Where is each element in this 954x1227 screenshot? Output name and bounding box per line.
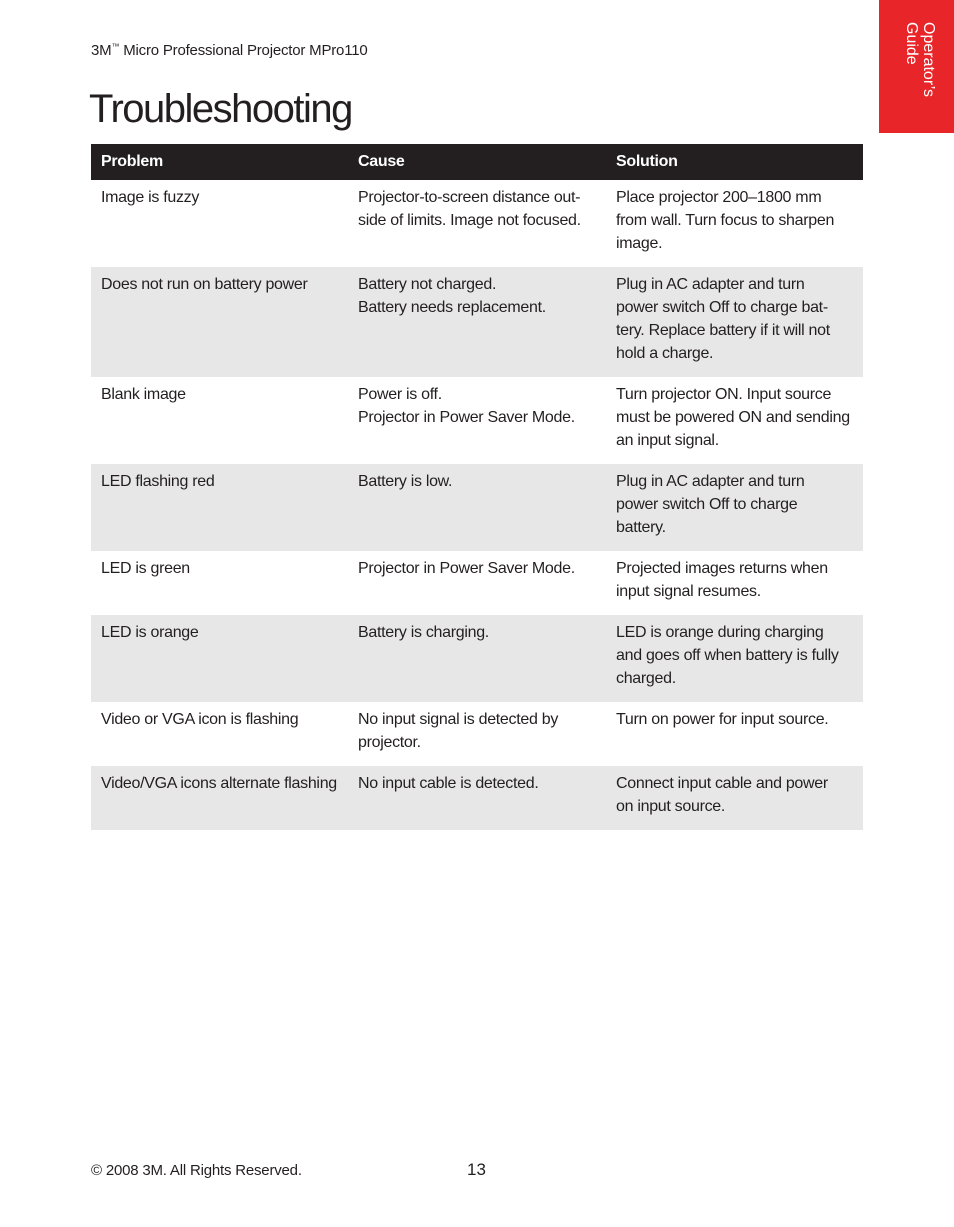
cause-cell <box>348 551 606 615</box>
cause-line: Projector in Power Saver Mode. <box>358 560 575 577</box>
cause-line: Projector in Power Saver Mode. <box>358 409 575 426</box>
cause-cell <box>348 180 606 267</box>
cause-cell <box>348 377 606 464</box>
problem-cell: LED is orange <box>91 615 348 702</box>
cause-cell <box>348 702 606 766</box>
solution-line: and goes off when battery is fully <box>616 647 839 664</box>
operators-guide-label <box>903 22 937 97</box>
solution-cell <box>606 267 863 377</box>
cause-cell <box>348 464 606 551</box>
product-name: Micro Professional Projector MPro110 <box>119 42 368 59</box>
solution-line: Connect input cable and power <box>616 775 828 792</box>
solution-line: battery. <box>616 519 666 536</box>
solution-line: Plug in AC adapter and turn <box>616 276 805 293</box>
problem-cell: Video or VGA icon is flashing <box>101 711 299 728</box>
troubleshooting-table <box>91 144 863 830</box>
solution-line: power switch Off to charge <box>616 496 798 513</box>
cause-cell <box>348 615 606 702</box>
column-header-solution: Solution <box>606 144 863 180</box>
table-row <box>91 464 863 551</box>
solution-line: tery. Replace battery if it will not <box>616 322 830 339</box>
copyright: © 2008 3M. All Rights Reserved. <box>91 1162 302 1179</box>
problem-cell: Image is fuzzy <box>101 189 200 206</box>
solution-line: Projected images returns when <box>616 560 828 577</box>
solution-line: an input signal. <box>616 432 719 449</box>
table-row <box>91 615 863 702</box>
solution-cell <box>606 464 863 551</box>
solution-cell <box>606 551 863 615</box>
solution-line: from wall. Turn focus to sharpen <box>616 212 835 229</box>
cause-line: Battery not charged. <box>358 276 497 293</box>
cause-line: side of limits. Image not focused. <box>358 212 581 229</box>
cause-line: Battery needs replacement. <box>358 299 546 316</box>
product-prefix: 3M <box>91 42 112 59</box>
solution-line: Turn on power for input source. <box>616 711 829 728</box>
cause-line: No input signal is detected by <box>358 711 559 728</box>
page-title: Troubleshooting <box>89 87 352 131</box>
table-row <box>91 267 863 377</box>
problem-cell: Video/VGA icons alternate flashing <box>91 766 348 830</box>
solution-cell <box>606 377 863 464</box>
solution-cell <box>606 702 863 766</box>
table-row <box>91 180 863 267</box>
trademark-symbol: ™ <box>111 42 120 51</box>
cause-cell <box>348 267 606 377</box>
solution-cell <box>606 180 863 267</box>
solution-line: power switch Off to charge bat- <box>616 299 828 316</box>
tab-line-1: Operator’s <box>920 22 937 97</box>
solution-line: Plug in AC adapter and turn <box>616 473 805 490</box>
solution-line: charged. <box>616 670 676 687</box>
table-row <box>91 377 863 464</box>
column-header-cause: Cause <box>348 144 606 180</box>
page-number: 13 <box>467 1160 486 1179</box>
column-header-problem: Problem <box>91 144 348 180</box>
solution-line: Turn projector ON. Input source <box>616 386 832 403</box>
problem-cell: LED flashing red <box>91 464 348 551</box>
table-header-row <box>91 144 863 180</box>
product-header <box>91 42 368 59</box>
cause-cell <box>348 766 606 830</box>
cause-line: No input cable is detected. <box>358 775 539 792</box>
problem-cell: LED is green <box>101 560 190 577</box>
solution-line: on input source. <box>616 798 726 815</box>
cause-line: Battery is charging. <box>358 624 489 641</box>
problem-cell: Does not run on battery power <box>91 267 348 377</box>
solution-line: hold a charge. <box>616 345 714 362</box>
table-row <box>91 766 863 830</box>
solution-line: input signal resumes. <box>616 583 761 600</box>
solution-line: Place projector 200–1800 mm <box>616 189 822 206</box>
operators-guide-tab <box>879 0 954 133</box>
tab-line-2: Guide <box>903 22 920 65</box>
problem-cell: Blank image <box>101 386 186 403</box>
solution-line: LED is orange during charging <box>616 624 824 641</box>
cause-line: Power is off. <box>358 386 442 403</box>
table-row <box>91 702 863 766</box>
cause-line: Battery is low. <box>358 473 453 490</box>
solution-cell <box>606 766 863 830</box>
solution-cell <box>606 615 863 702</box>
cause-line: Projector-to-screen distance out- <box>358 189 581 206</box>
cause-line: projector. <box>358 734 421 751</box>
table-row <box>91 551 863 615</box>
solution-line: must be powered ON and sending <box>616 409 850 426</box>
solution-line: image. <box>616 235 663 252</box>
table-body <box>91 180 863 830</box>
